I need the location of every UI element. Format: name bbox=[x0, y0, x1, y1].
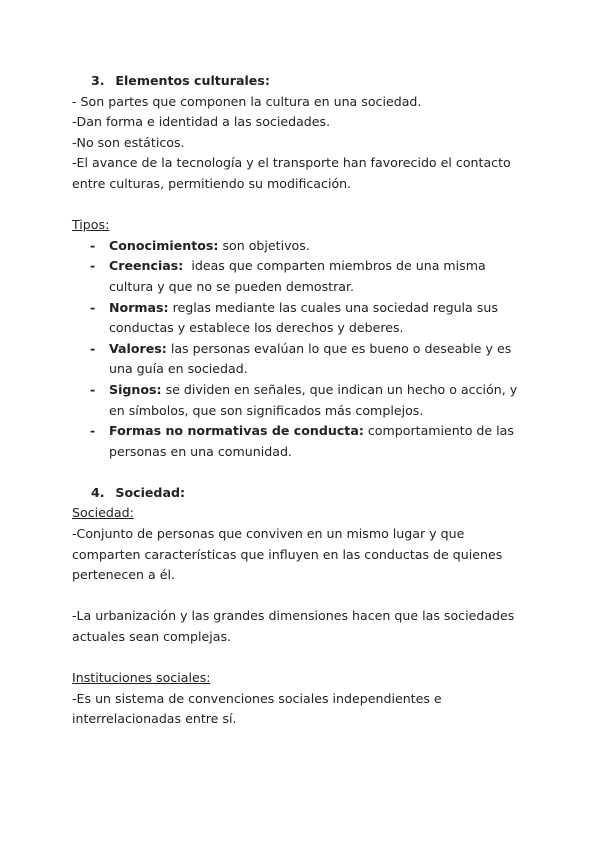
item-desc: reglas mediante las cuales una sociedad regula sus conductas y establece los derechos y deberes. bbox=[109, 299, 498, 336]
list-item bbox=[72, 421, 532, 462]
bullet-dash: - bbox=[90, 381, 96, 397]
spacer bbox=[72, 195, 532, 216]
section-3-line: -No son estáticos. bbox=[72, 134, 185, 150]
section-3-number: 3. bbox=[91, 73, 105, 88]
bullet-dash: - bbox=[90, 423, 96, 439]
sociedad-text: -Conjunto de personas que conviven en un mismo lugar y que comparten características que influyen en las conductas de quienes pertenecen a él. bbox=[72, 526, 503, 583]
urbanizacion-text: -La urbanización y las grandes dimensiones hacen que las sociedades actuales sean complejas. bbox=[72, 608, 515, 645]
list-item bbox=[72, 380, 532, 421]
sociedad-label: Sociedad: bbox=[72, 505, 134, 521]
item-term: Conocimientos: bbox=[109, 237, 219, 253]
spacer bbox=[72, 648, 532, 669]
section-4-number: 4. bbox=[91, 484, 105, 500]
item-term: Valores: bbox=[109, 340, 167, 356]
list-item bbox=[72, 256, 532, 297]
section-3-line: -Dan forma e identidad a las sociedades. bbox=[72, 114, 331, 130]
item-term: Formas no normativas de conducta: bbox=[109, 423, 364, 439]
item-desc: las personas evalúan lo que es bueno o deseable y es una guía en sociedad. bbox=[109, 340, 512, 377]
section-4-title: Sociedad: bbox=[115, 484, 186, 500]
section-3-line: -El avance de la tecnología y el transporte han favorecido el contacto entre culturas, permitiendo su modificación. bbox=[72, 155, 511, 191]
spacer bbox=[72, 586, 532, 607]
item-desc: ideas que comparten miembros de una misma cultura y que no se pueden demostrar. bbox=[109, 258, 490, 294]
bullet-dash: - bbox=[90, 237, 96, 253]
tipos-label: Tipos: bbox=[72, 217, 110, 233]
section-3-title: Elementos culturales: bbox=[115, 73, 270, 88]
list-item bbox=[72, 236, 532, 257]
item-desc: comportamiento de las personas en una comunidad. bbox=[109, 423, 514, 459]
bullet-dash: - bbox=[90, 299, 96, 315]
item-desc: se dividen en señales, que indican un hecho o acción, y en símbolos, que son significados más complejos. bbox=[109, 381, 518, 418]
item-term: Normas: bbox=[109, 299, 169, 315]
instituciones-text: -Es un sistema de convenciones sociales independientes e interrelacionadas entre sí. bbox=[72, 690, 442, 727]
section-4-heading bbox=[72, 483, 532, 504]
bullet-dash: - bbox=[90, 258, 96, 274]
item-term: Signos: bbox=[109, 381, 162, 397]
section-3-line: - Son partes que componen la cultura en una sociedad. bbox=[72, 93, 422, 109]
list-item bbox=[72, 298, 532, 339]
spacer bbox=[72, 462, 532, 483]
list-item bbox=[72, 339, 532, 380]
instituciones-label: Instituciones sociales: bbox=[72, 670, 211, 686]
item-term: Creencias: bbox=[109, 258, 184, 274]
tipos-list bbox=[72, 236, 532, 463]
document-content bbox=[72, 71, 532, 730]
bullet-dash: - bbox=[90, 340, 96, 356]
item-desc: son objetivos. bbox=[218, 237, 310, 253]
section-3-heading bbox=[72, 71, 532, 92]
